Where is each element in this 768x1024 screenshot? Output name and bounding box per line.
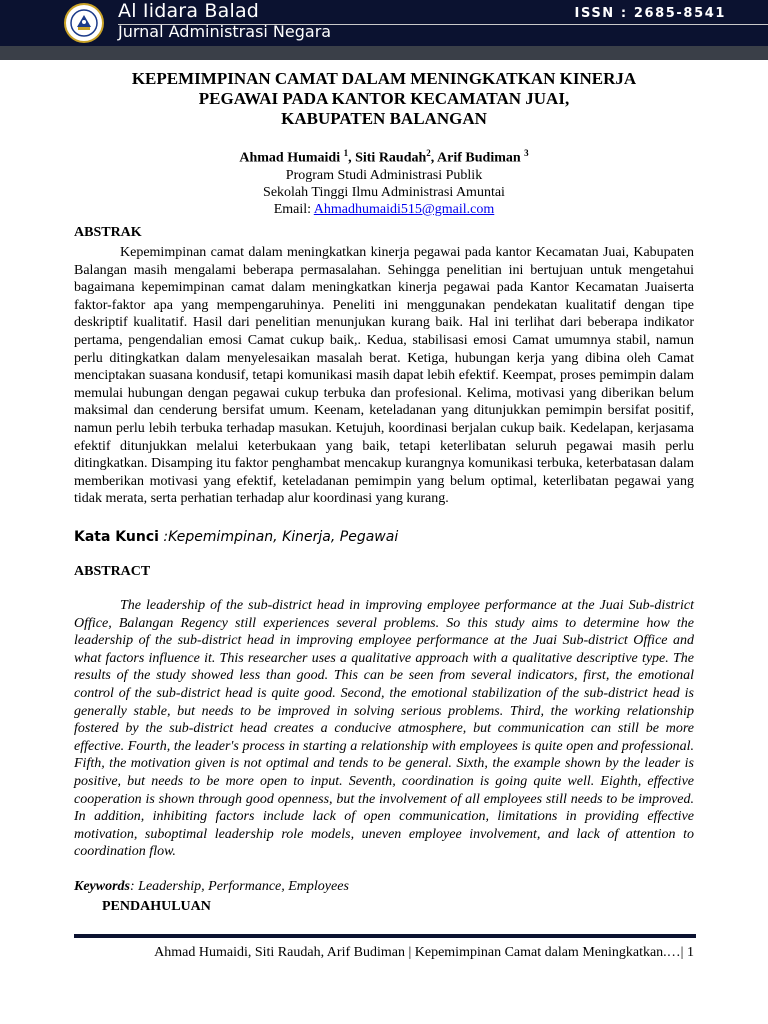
author-name: Arif Budiman <box>437 150 521 166</box>
author-sup: 1 <box>343 148 349 158</box>
journal-header <box>0 0 768 46</box>
journal-name: Al Iidara Balad <box>118 0 260 22</box>
journal-subtitle: Jurnal Administrasi Negara <box>118 22 332 41</box>
abstrak-heading: ABSTRAK <box>74 225 142 240</box>
kata-kunci-label: Kata Kunci <box>74 529 159 545</box>
email-label: Email: <box>273 201 314 217</box>
abstract-heading: ABSTRACT <box>74 564 151 579</box>
affiliation-school: Sekolah Tinggi Ilmu Administrasi Amuntai <box>263 184 505 200</box>
pendahuluan-heading: PENDAHULUAN <box>102 899 211 914</box>
kata-kunci-values: :Kepemimpinan, Kinerja, Pegawai <box>158 529 399 545</box>
author-name: Ahmad Humaidi <box>239 150 341 166</box>
header-underbar <box>0 46 768 60</box>
author-sup: 2 <box>426 148 431 158</box>
author-names: Ahmad Humaidi $^1$, Siti Raudah$^2$, Arif Budiman $^3$ <box>239 148 529 166</box>
footer-divider <box>74 934 696 938</box>
paper-title: KEPEMIMPINAN CAMAT DALAM MENINGKATKAN KINERJA PEGAWAI PADA KANTOR KECAMATAN JUAI, KABUPATEN BALANGAN <box>131 69 637 128</box>
keywords-values: : Leadership, Performance, Employees <box>130 879 349 894</box>
abstract-text: The leadership of the sub-district head in improving employee performance at the Juai Sub-district Office, Balangan Regency still experiences several problems. So this study aims to determine how the leadership of the sub-district head in improving employee performance at the Juai Sub-district Office and what factors influence it. This researcher uses a qualitative approach with a qualitative descriptive type. The results of the study showed less than good. This can be seen from several indicators, first, the emotional control of the sub-district head is quite good. Second, the emotional stabilization of the sub-district head is generally stable, but needs to be improved in solving serious problems. Third, the working relationship fostered by the sub-district head creates a conducive atmosphere, but communication can still be more effective. Fourth, the leader's process in starting a relationship with employees is quite open and professional. Fifth, the motivation given is not optimal and tends to be general. Sixth, the example shown by the leader is positive, but needs to be more open to input. Seventh, coordination is going quite well. Eighth, effective cooperation is shown through good openness, but the involvement of all employees still needs to be improved. In addition, inhibiting factors include lack of open communication, limitations in providing effective motivation, suboptimal leadership role models, uneven employee involvement, and lack of attention to coordination flow. <box>74 598 694 860</box>
email-line <box>74 201 694 218</box>
university-logo <box>64 3 104 43</box>
author-block <box>74 145 694 218</box>
affiliation-program: Program Studi Administrasi Publik <box>285 167 483 183</box>
author-name: Siti Raudah <box>355 150 427 166</box>
kata-kunci <box>74 529 398 545</box>
keywords-line <box>74 879 349 895</box>
keywords-label: Keywords <box>74 879 130 894</box>
issn-label: ISSN : 2685-8541 <box>574 6 726 21</box>
abstrak-text: Kepemimpinan camat dalam meningkatkan kinerja pegawai pada kantor Kecamatan Juai, Kabupaten Balangan masih mengalami beberapa permasalahan. Sehingga penelitian ini bertujuan untuk mengetahui bagaimana kepemimpinan camat dalam meningkatkan kinerja pegawai pada Kantor Kecamatan Juaiserta faktor-faktor apa yang mempengaruhinya. Peneliti ini menggunakan pendekatan kualitatif dengan tipe deskriptif kualitatif. Hasil dari penelitian menunjukan kurang baik. Hal ini terlihat dari beberapa indikator pertama, pengendalian emosi Camat cukup baik,. Kedua, stabilisasi emosi Camat umumnya stabil, namun perlu ditingkatkan dalam menyelesaikan masalah berat. Ketiga, hubungan kerja yang dibina oleh Camat menciptakan suasana kondusif, tetapi komunikasi masih dapat lebih efektif. Keempat, proses pemimpin dalam memulai hubungan dengan pegawai cukup terbuka dan profesional. Kelima, motivasi yang diberikan belum maksimal dan cenderung bersifat umum. Keenam, keteladanan yang ditunjukkan pemimpin bersifat positif, namun perlu lebih terbuka terhadap masukan. Ketujuh, koordinasi berjalan cukup baik. Kedelapan, kerjasama efektif ditunjukkan melalui keterbukaan yang baik, tetapi keterlibatan seluruh pegawai masih perlu ditingkatkan. Disamping itu faktor penghambat mencakup kurangnya komunikasi terbuka, keterbatasan dalam memberikan motivasi yang efektif, keteladanan pemimpin yang belum optimal, keterlibatan pegawai yang tidak merata, serta perhatian terhadap alur koordinasi yang kurang. <box>74 245 694 507</box>
email-link[interactable]: Ahmadhumaidi515@gmail.com <box>313 201 495 217</box>
page-footer: Ahmad Humaidi, Siti Raudah, Arif Budiman | Kepemimpinan Camat dalam Meningkatkan.…| 1 <box>154 945 694 960</box>
author-sup: 3 <box>524 148 529 158</box>
